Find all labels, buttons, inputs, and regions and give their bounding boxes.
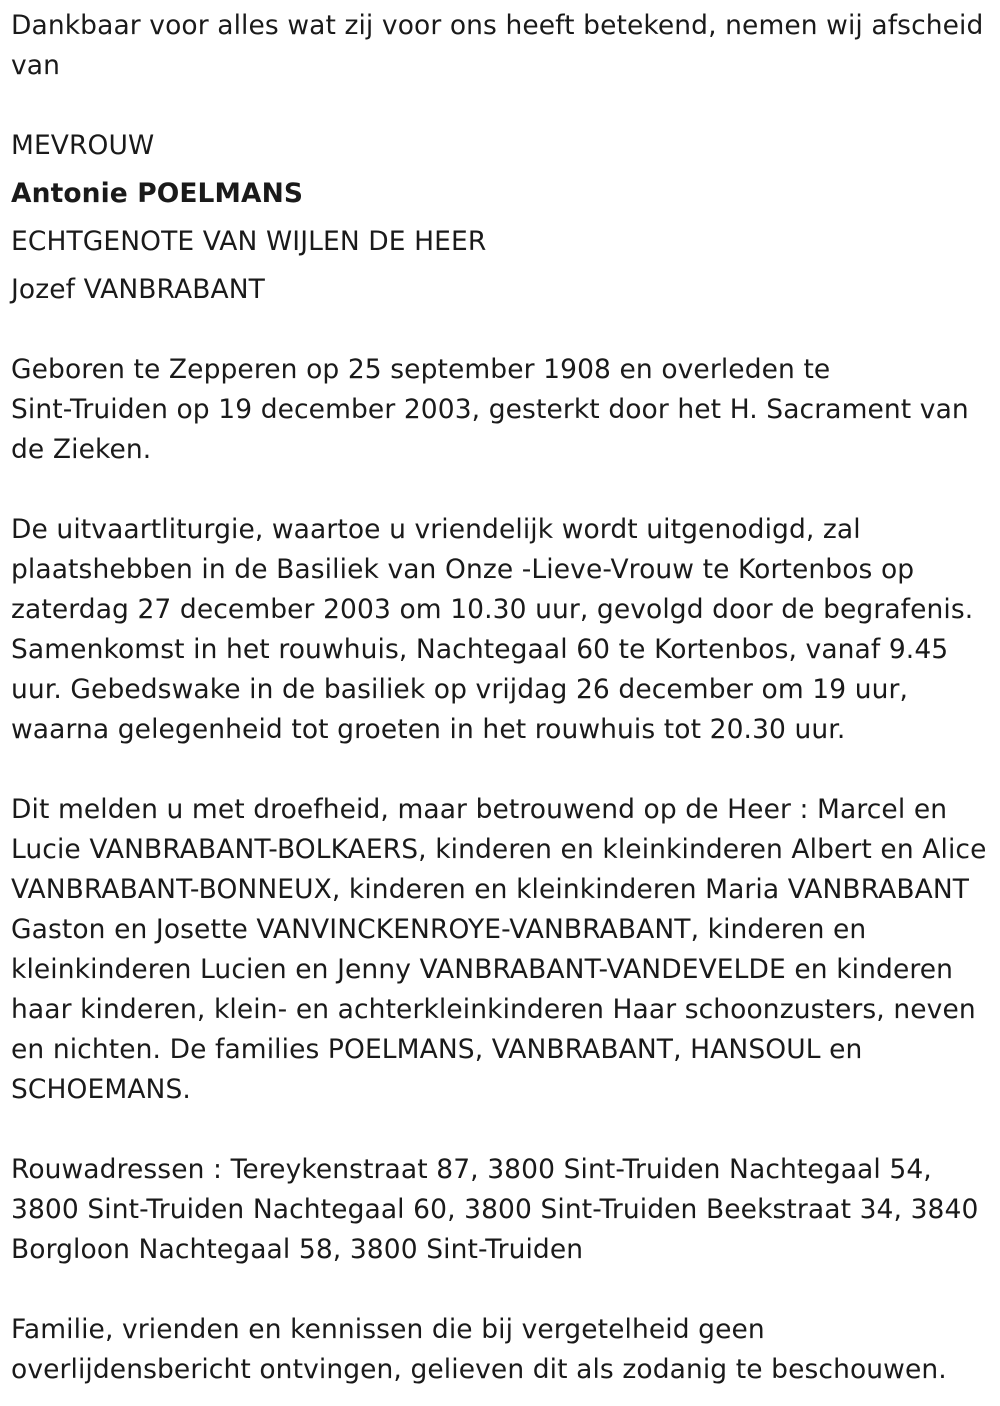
deceased-title xyxy=(11,126,995,166)
family-line: Dit melden u met droefheid, maar betrouwend op de Heer : Marcel en xyxy=(11,794,948,825)
birth-line: Geboren te Zepperen op 25 september 1908 en overleden te xyxy=(11,354,831,385)
family-line: haar kinderen, klein- en achterkleinkinderen Haar schoonzusters, neven xyxy=(11,994,976,1025)
liturgy-line: Samenkomst in het rouwhuis, Nachtegaal 60 te Kortenbos, vanaf 9.45 xyxy=(11,634,949,665)
closing-line: overlijdensbericht ontvingen, gelieven dit als zodanig te beschouwen. xyxy=(11,1354,947,1385)
deceased-name xyxy=(11,174,995,214)
address-line: 3800 Sint-Truiden Nachtegaal 60, 3800 Sint-Truiden Beekstraat 34, 3840 xyxy=(11,1194,979,1225)
intro-line: van xyxy=(11,50,61,81)
spouse-title-text: ECHTGENOTE VAN WIJLEN DE HEER xyxy=(11,226,487,257)
family-line: kleinkinderen Lucien en Jenny VANBRABANT-VANDEVELDE en kinderen xyxy=(11,954,954,985)
liturgy-paragraph xyxy=(11,510,995,750)
closing-paragraph xyxy=(11,1310,995,1390)
deceased-title-text: MEVROUW xyxy=(11,130,155,161)
liturgy-line: plaatshebben in de Basiliek van Onze -Lieve-Vrouw te Kortenbos op xyxy=(11,554,915,585)
deceased-name-text: Antonie POELMANS xyxy=(11,178,304,209)
spouse-name xyxy=(11,270,995,310)
liturgy-line: zaterdag 27 december 2003 om 10.30 uur, gevolgd door de begrafenis. xyxy=(11,594,974,625)
intro-line: Dankbaar voor alles wat zij voor ons heeft betekend, nemen wij afscheid xyxy=(11,10,984,41)
spouse-name-text: Jozef VANBRABANT xyxy=(11,274,265,305)
family-line: VANBRABANT-BONNEUX, kinderen en kleinkinderen Maria VANBRABANT xyxy=(11,874,970,905)
family-paragraph xyxy=(11,790,995,1110)
birth-paragraph xyxy=(11,350,995,470)
address-line: Borgloon Nachtegaal 58, 3800 Sint-Truiden xyxy=(11,1234,584,1265)
intro-paragraph xyxy=(11,6,995,86)
birth-line: Sint-Truiden op 19 december 2003, gesterkt door het H. Sacrament van xyxy=(11,394,969,425)
addresses-paragraph xyxy=(11,1150,995,1270)
birth-line: de Zieken. xyxy=(11,434,152,465)
address-line: Rouwadressen : Tereykenstraat 87, 3800 Sint-Truiden Nachtegaal 54, xyxy=(11,1154,932,1185)
family-line: Lucie VANBRABANT-BOLKAERS, kinderen en kleinkinderen Albert en Alice xyxy=(11,834,987,865)
liturgy-line: waarna gelegenheid tot groeten in het rouwhuis tot 20.30 uur. xyxy=(11,714,846,745)
family-line: en nichten. De families POELMANS, VANBRABANT, HANSOUL en xyxy=(11,1034,863,1065)
closing-line: Familie, vrienden en kennissen die bij vergetelheid geen xyxy=(11,1314,765,1345)
liturgy-line: De uitvaartliturgie, waartoe u vriendelijk wordt uitgenodigd, zal xyxy=(11,514,861,545)
spouse-title xyxy=(11,222,995,262)
liturgy-line: uur. Gebedswake in de basiliek op vrijdag 26 december om 19 uur, xyxy=(11,674,909,705)
family-line: Gaston en Josette VANVINCKENROYE-VANBRABANT, kinderen en xyxy=(11,914,867,945)
family-line: SCHOEMANS. xyxy=(11,1074,191,1105)
